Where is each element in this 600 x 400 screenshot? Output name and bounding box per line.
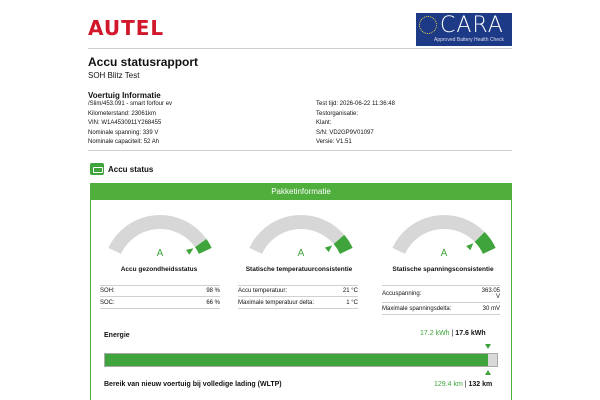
divider [88,48,512,49]
energy-total: 17.6 kWh [455,330,486,337]
eu-stars-icon [419,16,437,34]
table-row [382,286,500,303]
vin-line: VIN: W1A4530911Y268455 [88,120,162,126]
table-row [100,286,220,297]
row-value: 1 °C [346,299,358,306]
gauge-pointer-icon [325,245,332,252]
cara-subtitle: Approved Battery Health Check [434,37,505,43]
gauge-fill [480,237,490,251]
range-values [434,381,492,388]
soh-table [100,285,220,309]
range-current: 129.4 km [434,381,463,388]
energy-current: 17.2 kWh [420,330,450,337]
range-label: Bereik van nieuw voertuig bij volledige lading (WLTP) [104,381,282,388]
voltage-caption: Statische spanningsconsistentie [392,266,494,273]
gauge-grade: A [297,248,305,259]
model-line: /Slim/453.091 - smart forfour ev [88,101,173,107]
row-value: 363.05 V [481,288,500,300]
odometer-line: Kilometerstand: 23061km [88,110,157,117]
temperature-table [238,285,358,309]
table-row [238,297,358,308]
row-label: Accuspanning: [382,291,422,297]
energy-separator: | [451,330,456,337]
gauge-grade: A [440,248,448,259]
row-value: 98 % [206,288,220,294]
row-label: Maximale temperatuur delta: [238,299,315,306]
energy-values [420,330,486,337]
energy-bar [104,353,498,367]
gauge-pointer-icon [466,243,473,250]
temperature-gauge [241,214,361,262]
vehicle-info-left [88,100,172,148]
range-separator: | [464,381,469,388]
soh-caption: Accu gezondheidsstatus [120,266,198,273]
energy-marker-icon [485,344,491,349]
soh-gauge [100,214,220,262]
nominal-voltage-line: Nominale spanning: 339 V [88,129,159,136]
gauge-fill [339,239,346,250]
table-row [238,286,358,297]
report-subtitle: SOH Blitz Test [88,71,140,80]
pack-info-title: Pakketinformatie [91,184,511,200]
autel-logo: AUTEL [88,16,165,40]
range-total: 132 km [468,381,493,388]
temperature-caption: Statische temperatuurconsistentie [245,266,353,273]
voltage-gauge [384,214,504,262]
range-marker-icon [485,370,491,375]
battery-status-header [90,163,153,175]
voltage-table [382,285,500,315]
gauge-grade: A [156,248,164,259]
row-value: 66 % [206,299,220,306]
row-value: 21 °C [342,288,358,294]
test-org-line: Testorganisatie: [316,110,359,117]
energy-bar-fill [105,354,488,366]
battery-status-label: Accu status [108,164,154,174]
battery-icon [90,163,104,175]
table-row [100,297,220,308]
report-title: Accu statusrapport [88,55,199,69]
row-label: SOH: [100,288,115,294]
version-line: Versie: V1.51 [316,139,352,145]
table-row [382,303,500,314]
row-label: Accu temperatuur: [238,288,288,294]
gauge-pointer-icon [186,248,193,255]
cara-title: CARA [440,13,504,38]
row-label: Maximale spanningsdelta: [382,305,452,312]
customer-line: Klant: [316,120,332,126]
energy-label: Energie [104,332,130,339]
nominal-capacity-line: Nominale capaciteit: 52 Ah [88,139,160,145]
vehicle-heading: Voertuig Informatie [88,91,161,100]
row-value: 30 mV [482,305,500,312]
test-time-line: Test tijd: 2026-06-22 11:36:48 [316,101,395,107]
cara-badge [416,13,512,46]
gauge-fill [201,243,206,251]
divider [88,150,512,151]
serial-line: S/N: VD2GP9V01097 [316,129,374,136]
row-label: SOC: [100,299,115,306]
vehicle-info-right [316,100,395,148]
gauge-track [115,222,201,251]
gauge-track [256,222,339,251]
